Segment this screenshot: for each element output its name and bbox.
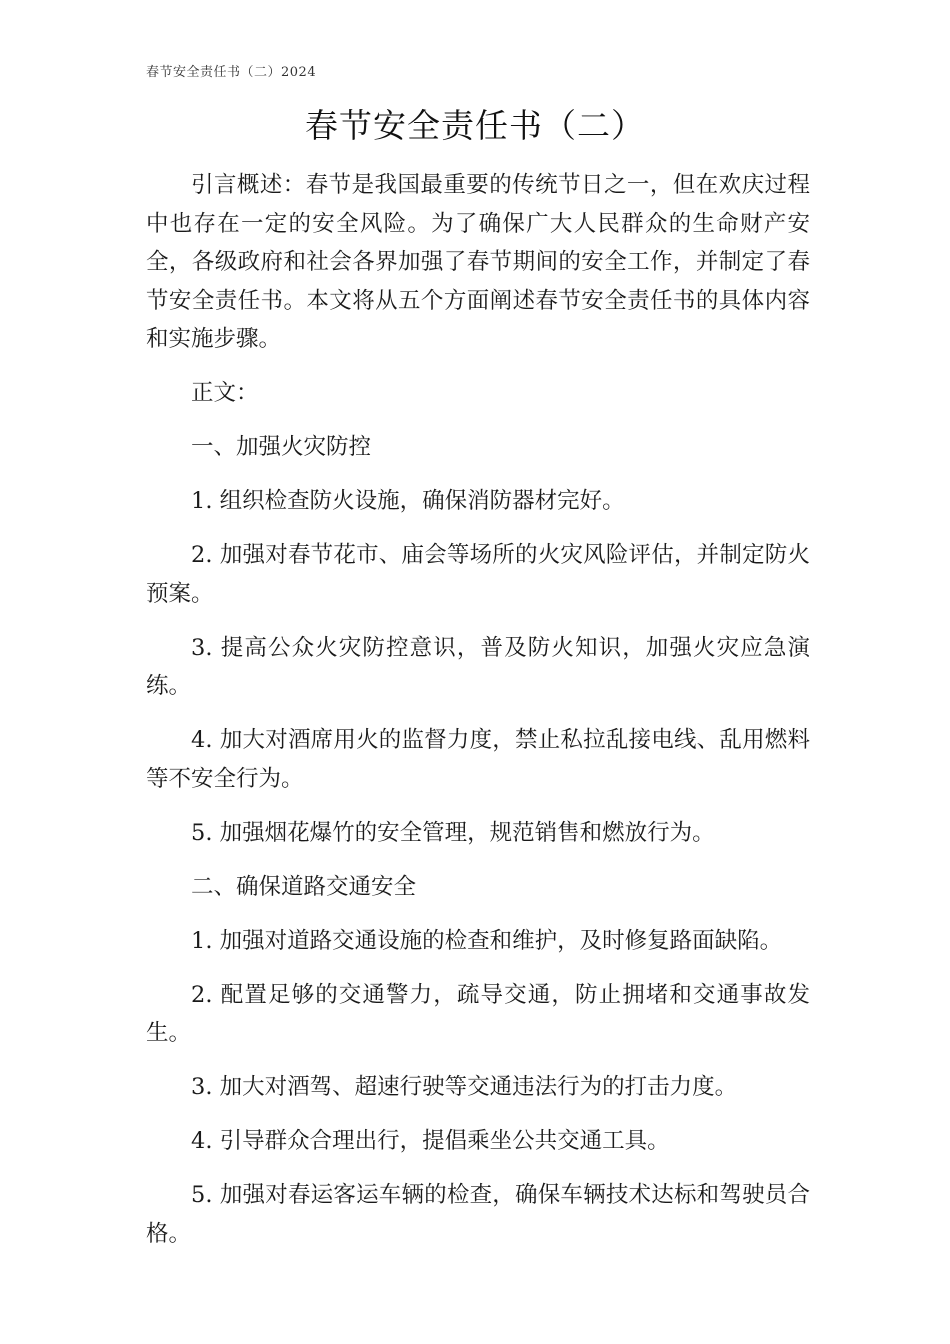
intro-paragraph: 引言概述：春节是我国最重要的传统节日之一，但在欢庆过程中也存在一定的安全风险。为了确保广大人民群众的生命财产安全，各级政府和社会各界加强了春节期间的安全工作，并制定了春节安全责任书。本文将从五个方面阐述春节安全责任书的具体内容和实施步骤。 (146, 172, 810, 352)
section-heading: 二、确保道路交通安全 (191, 873, 417, 900)
list-item: 4. 引导群众合理出行，提倡乘坐公共交通工具。 (191, 1128, 670, 1154)
document-body (146, 166, 810, 1269)
list-item: 2. 加强对春节花市、庙会等场所的火灾风险评估，并制定防火预案。 (146, 542, 810, 607)
list-item: 1. 加强对道路交通设施的检查和维护，及时修复路面缺陷。 (191, 927, 783, 954)
list-item: 2. 配置足够的交通警力，疏导交通，防止拥堵和交通事故发生。 (146, 981, 810, 1046)
list-item: 5. 加强烟花爆竹的安全管理，规范销售和燃放行为。 (191, 819, 715, 846)
running-header: 春节安全责任书（二）2024 (146, 65, 317, 80)
section-heading: 一、加强火灾防控 (191, 434, 372, 460)
body-label: 正文： (191, 380, 259, 406)
list-item: 5. 加强对春运客运车辆的检查，确保车辆技术达标和驾驶员合格。 (146, 1182, 810, 1247)
list-item: 3. 加大对酒驾、超速行驶等交通违法行为的打击力度。 (191, 1074, 738, 1100)
list-item: 4. 加大对酒席用火的监督力度，禁止私拉乱接电线、乱用燃料等不安全行为。 (146, 727, 810, 792)
list-item: 1. 组织检查防火设施，确保消防器材完好。 (191, 488, 625, 514)
page-title: 春节安全责任书（二） (305, 106, 645, 145)
list-item: 3. 提高公众火灾防控意识，普及防火知识，加强火灾应急演练。 (146, 634, 810, 699)
